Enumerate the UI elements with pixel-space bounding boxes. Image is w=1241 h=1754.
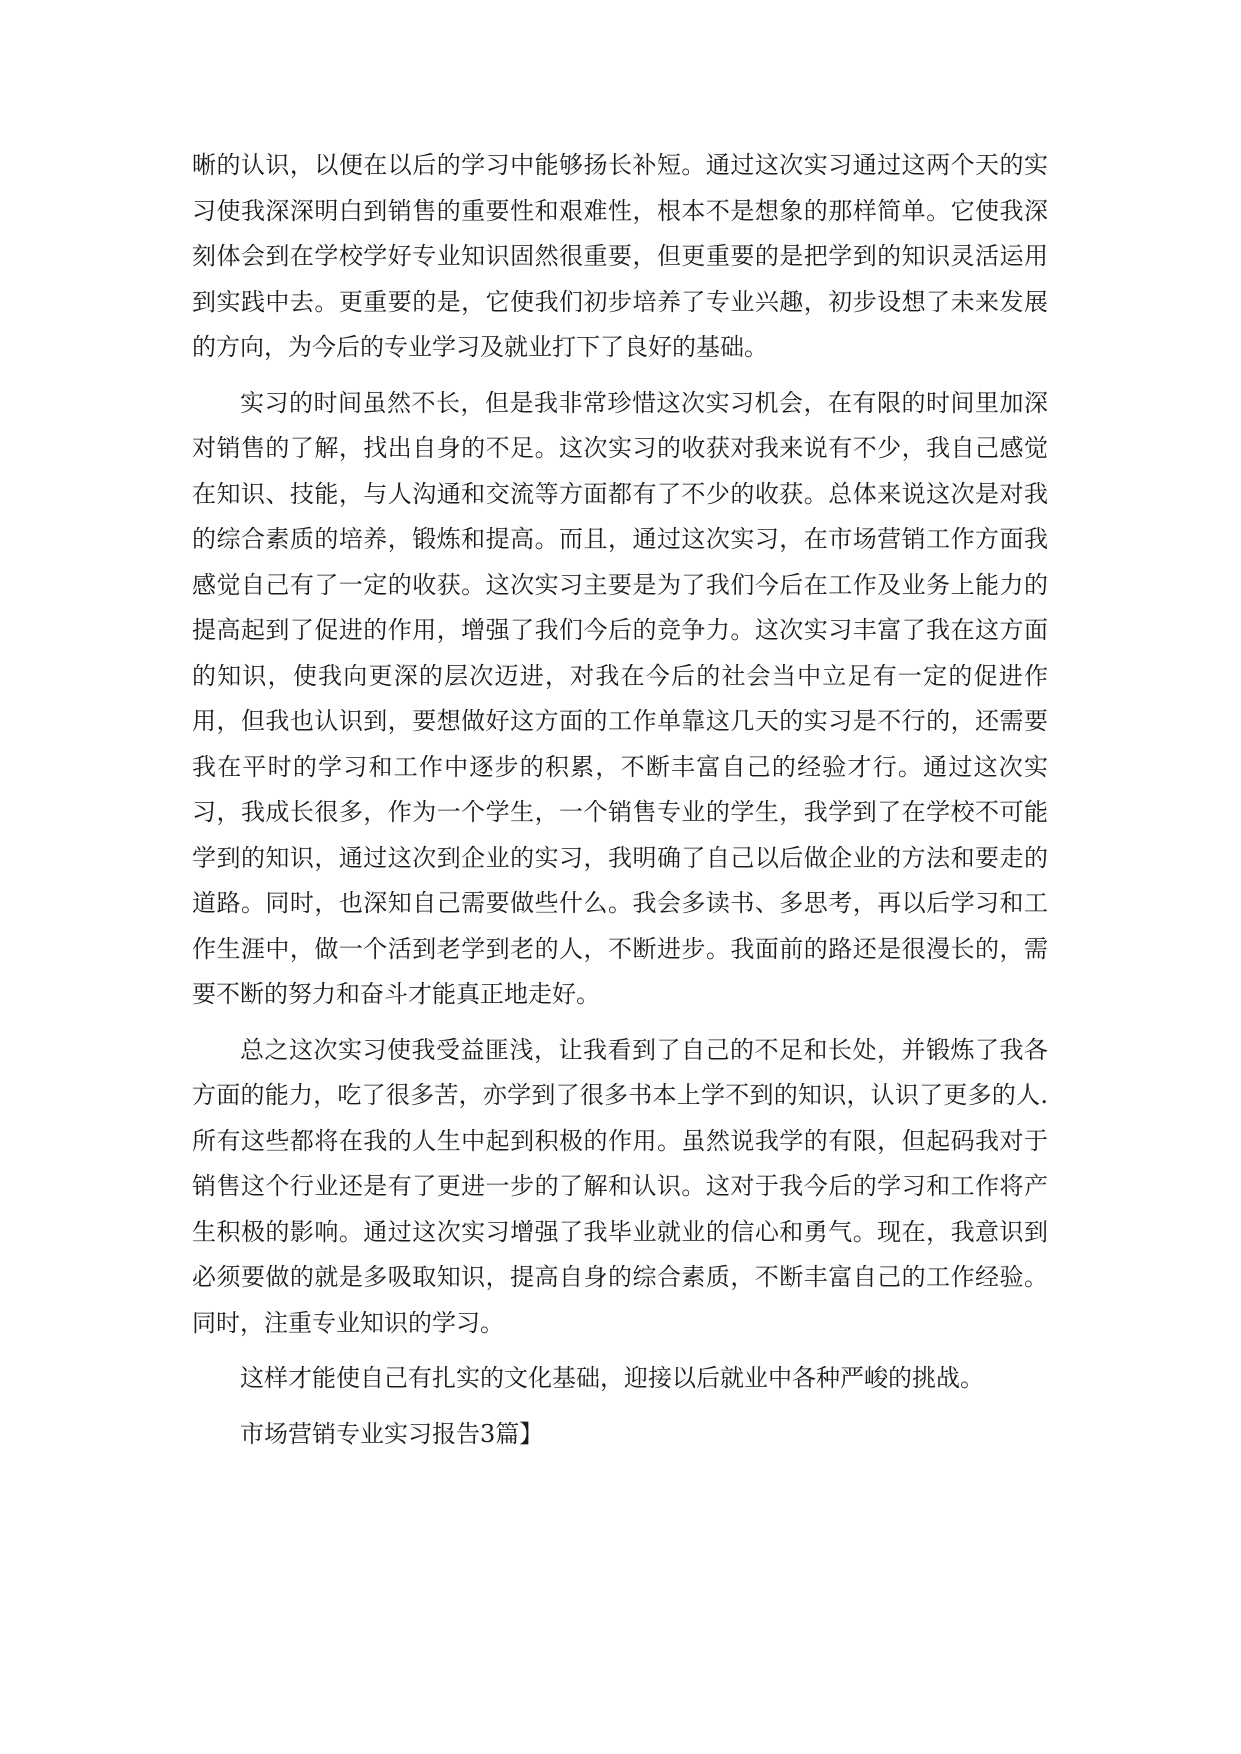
- paragraph-4: 这样才能使自己有扎实的文化基础，迎接以后就业中各种严峻的挑战。: [240, 1364, 984, 1392]
- body-text: [192, 143, 1048, 1467]
- paragraph-2: 实习的时间虽然不长，但是我非常珍惜这次实习机会，在有限的时间里加深对销售的了解，找出自身的不足。这次实习的收获对我来说有不少，我自己感觉在知识、技能，与人沟通和交流等方面都有了不少的收获。总体来说这次是对我的综合素质的培养，锻炼和提高。而且，通过这次实习，在市场营销工作方面我感觉自己有了一定的收获。这次实习主要是为了我们今后在工作及业务上能力的提高起到了促进的作用，增强了我们今后的竞争力。这次实习丰富了我在这方面的知识，使我向更深的层次迈进，对我在今后的社会当中立足有一定的促进作用，但我也认识到，要想做好这方面的工作单靠这几天的实习是不行的，还需要我在平时的学习和工作中逐步的积累，不断丰富自己的经验才行。通过这次实习，我成长很多，作为一个学生，一个销售专业的学生，我学到了在学校不可能学到的知识，通过这次到企业的实习，我明确了自己以后做企业的方法和要走的道路。同时，也深知自己需要做些什么。我会多读书、多思考，再以后学习和工作生涯中，做一个活到老学到老的人，不断进步。我面前的路还是很漫长的，需要不断的努力和奋斗才能真正地走好。: [192, 388, 1048, 1008]
- section-title-line: 市场营销专业实习报告3篇】: [240, 1419, 544, 1448]
- paragraph-3: 总之这次实习使我受益匪浅，让我看到了自己的不足和长处，并锻炼了我各方面的能力，吃了很多苦，亦学到了很多书本上学不到的知识，认识了更多的人.所有这些都将在我的人生中起到积极的作用。虽然说我学的有限，但起码我对于销售这个行业还是有了更进一步的了解和认识。这对于我今后的学习和工作将产生积极的影响。通过这次实习增强了我毕业就业的信心和勇气。现在，我意识到必须要做的就是多吸取知识，提高自身的综合素质，不断丰富自己的工作经验。同时，注重专业知识的学习。: [192, 1035, 1048, 1337]
- paragraph-1: 晰的认识，以便在以后的学习中能够扬长补短。通过这次实习通过这两个天的实习使我深深明白到销售的重要性和艰难性，根本不是想象的那样简单。它使我深刻体会到在学校学好专业知识固然很重要，但更重要的是把学到的知识灵活运用到实践中去。更重要的是，它使我们初步培养了专业兴趣，初步设想了未来发展的方向，为今后的专业学习及就业打下了良好的基础。: [192, 151, 1048, 361]
